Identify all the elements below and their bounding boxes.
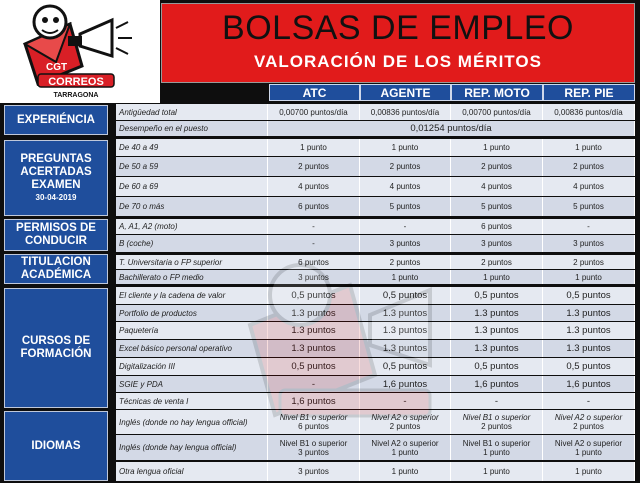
logo-org-text: CGT — [46, 62, 68, 73]
table-row — [116, 121, 635, 136]
table-row — [116, 410, 635, 434]
row-label: De 70 o más — [116, 197, 268, 216]
cell-agente: 0,5 puntos — [360, 287, 451, 304]
column-header-atc: ATC — [269, 84, 360, 101]
row-label: Técnicas de venta I — [116, 393, 268, 409]
cell-agente: 5 puntos — [360, 197, 451, 216]
cell-rep-pie: 5 puntos — [543, 197, 635, 216]
cell-atc: - — [268, 235, 360, 252]
cell-rep-pie: 1.3 puntos — [543, 322, 635, 339]
section-title: IDIOMAS — [31, 439, 81, 452]
cell-rep-moto: 2 puntos — [451, 157, 543, 176]
cell-atc: 1.3 puntos — [268, 322, 360, 339]
mascot-megaphone-icon — [20, 4, 140, 100]
cell-atc: - — [268, 219, 360, 234]
logo-name-text: CORREOS — [48, 76, 104, 88]
cell-agente: 1.3 puntos — [360, 305, 451, 321]
table-row — [116, 435, 635, 460]
cell-rep-moto: 0,00700 puntos/día — [451, 104, 543, 120]
table-row — [116, 305, 635, 321]
cell-rep-pie: - — [543, 219, 635, 234]
cell-atc: 1,6 puntos — [268, 393, 360, 409]
cell-rep-pie: 2 puntos — [543, 157, 635, 176]
row-label: A, A1, A2 (moto) — [116, 219, 268, 234]
cell-atc: 1.3 puntos — [268, 305, 360, 321]
cell-rep-pie — [543, 410, 635, 434]
cell-agente: 2 puntos — [360, 255, 451, 269]
cell-rep-pie: 1.3 puntos — [543, 305, 635, 321]
row-label: B (coche) — [116, 235, 268, 252]
section-title: PERMISOS DE CONDUCIR — [16, 222, 96, 247]
table-row — [116, 157, 635, 176]
points-text: 1 punto — [575, 447, 602, 457]
table-row — [116, 393, 635, 409]
cell-atc: 1.3 puntos — [268, 340, 360, 357]
table-row — [116, 235, 635, 252]
row-label: Portfolio de productos — [116, 305, 268, 321]
row-label: Otra lengua oficial — [116, 462, 268, 481]
cell-agente: 4 puntos — [360, 177, 451, 196]
section-titulacion — [4, 254, 108, 284]
row-label: Desempeño en el puesto — [116, 121, 268, 136]
level-text: Nivel B1 o superior — [462, 413, 531, 422]
cell-rep-pie: 0,5 puntos — [543, 287, 635, 304]
cell-rep-pie: 1,6 puntos — [543, 376, 635, 392]
cell-rep-moto — [451, 435, 543, 460]
cell-atc: 2 puntos — [268, 157, 360, 176]
table-row — [116, 358, 635, 375]
cell-agente: - — [360, 219, 451, 234]
cell-rep-moto: 6 puntos — [451, 219, 543, 234]
cell-rep-pie: 4 puntos — [543, 177, 635, 196]
level-text: Nivel B1 o superior — [279, 413, 348, 422]
points-text: 1 punto — [391, 447, 419, 457]
section-title: TITULACION ACADÉMICA — [20, 256, 92, 281]
cell-rep-moto: 2 puntos — [451, 255, 543, 269]
logo-place-text: TARRAGONA — [53, 92, 99, 99]
column-header-agente: AGENTE — [360, 84, 451, 101]
cell-rep-moto: - — [451, 393, 543, 409]
cell-atc: 1 punto — [268, 139, 360, 156]
table-row — [116, 462, 635, 481]
section-permisos — [4, 219, 108, 251]
cell-agente: 1.3 puntos — [360, 340, 451, 357]
cell-rep-moto: 4 puntos — [451, 177, 543, 196]
column-header-rep-pie: REP. PIE — [543, 84, 635, 101]
points-text: 2 puntos — [481, 422, 512, 431]
row-label: Digitalización III — [116, 358, 268, 375]
cell-rep-moto: 0,5 puntos — [451, 358, 543, 375]
table-row — [116, 177, 635, 196]
row-label: De 50 a 59 — [116, 157, 268, 176]
table-row — [116, 197, 635, 216]
row-label: Bachillerato o FP medio — [116, 270, 268, 284]
exam-date: 30-04-2019 — [35, 193, 77, 202]
points-text: 2 puntos — [389, 422, 421, 431]
level-text: Nivel A2 o superior — [371, 413, 439, 422]
cell-rep-moto — [451, 410, 543, 434]
cell-rep-pie: 0,5 puntos — [543, 358, 635, 375]
cell-rep-pie: 1.3 puntos — [543, 340, 635, 357]
table-row — [116, 255, 635, 269]
cell-rep-moto: 1,6 puntos — [451, 376, 543, 392]
table-row — [116, 104, 635, 120]
level-text: Nivel B1 o superior — [462, 438, 531, 448]
cell-rep-moto: 1 punto — [451, 462, 543, 481]
cell-atc: 4 puntos — [268, 177, 360, 196]
row-label: Excel básico personal operativo — [116, 340, 268, 357]
row-label: Inglés (donde hay lengua official) — [116, 435, 268, 460]
cell-rep-pie: 3 puntos — [543, 235, 635, 252]
cell-agente: 1,6 puntos — [360, 376, 451, 392]
row-label: T. Universitaria o FP superior — [116, 255, 268, 269]
cell-atc — [268, 410, 360, 434]
cell-rep-moto: 1 punto — [451, 270, 543, 284]
section-title: CURSOS DE FORMACIÓN — [20, 335, 92, 360]
cell-rep-moto: 1.3 puntos — [451, 322, 543, 339]
cell-atc: 0,00700 puntos/día — [268, 104, 360, 120]
row-label: SGIE y PDA — [116, 376, 268, 392]
points-text: 6 puntos — [298, 422, 329, 431]
cell-agente: 1 punto — [360, 270, 451, 284]
cell-agente: 3 puntos — [360, 235, 451, 252]
cell-agente — [360, 435, 451, 460]
row-label: De 40 a 49 — [116, 139, 268, 156]
cgt-correos-logo — [0, 0, 160, 103]
row-label: El cliente y la cadena de valor — [116, 287, 268, 304]
row-label: Inglés (donde no hay lengua official) — [116, 410, 268, 434]
cell-rep-moto: 1.3 puntos — [451, 340, 543, 357]
cell-agente — [360, 410, 451, 434]
row-label: De 60 a 69 — [116, 177, 268, 196]
row-label: Paquetería — [116, 322, 268, 339]
cell-atc: 3 puntos — [268, 462, 360, 481]
cell-agente: 1 punto — [360, 462, 451, 481]
section-cursos — [4, 288, 108, 408]
cell-rep-moto: 1 punto — [451, 139, 543, 156]
table-row — [116, 287, 635, 304]
cell-atc — [268, 435, 360, 460]
page-subtitle: VALORACIÓN DE LOS MÉRITOS — [254, 52, 542, 71]
level-text: Nivel A2 o superior — [554, 413, 623, 422]
table-row — [116, 139, 635, 156]
level-text: Nivel A2 o superior — [371, 438, 439, 448]
cell-atc: - — [268, 376, 360, 392]
table-row — [116, 340, 635, 357]
cell-rep-pie: 1 punto — [543, 462, 635, 481]
points-text: 1 punto — [483, 447, 510, 457]
cell-rep-pie: 2 puntos — [543, 255, 635, 269]
cell-rep-pie: 1 punto — [543, 270, 635, 284]
cell-rep-pie — [543, 435, 635, 460]
section-preguntas — [4, 140, 108, 216]
points-text: 2 puntos — [573, 422, 604, 431]
cell-agente: 2 puntos — [360, 157, 451, 176]
section-experiencia — [4, 105, 108, 135]
cell-atc: 0,5 puntos — [268, 358, 360, 375]
level-text: Nivel B1 o superior — [279, 438, 348, 448]
cell-rep-moto: 3 puntos — [451, 235, 543, 252]
cell-rep-moto: 1.3 puntos — [451, 305, 543, 321]
cell-rep-pie: 0,00836 puntos/día — [543, 104, 635, 120]
table-row — [116, 376, 635, 392]
cell-atc: 3 puntos — [268, 270, 360, 284]
page-title: BOLSAS DE EMPLEO — [222, 9, 574, 47]
table-row — [116, 270, 635, 284]
title-banner — [161, 3, 635, 83]
row-label: Antigüedad total — [116, 104, 268, 120]
cell-agente: 1 punto — [360, 139, 451, 156]
cell-atc: 6 puntos — [268, 255, 360, 269]
section-title: PREGUNTAS ACERTADAS EXAMEN — [20, 153, 92, 191]
table-row — [116, 219, 635, 234]
cell-agente: 1.3 puntos — [360, 322, 451, 339]
section-title: EXPERIÉNCIA — [17, 113, 95, 126]
level-text: Nivel A2 o superior — [554, 438, 623, 448]
table-row — [116, 322, 635, 339]
cell-rep-moto: 0,5 puntos — [451, 287, 543, 304]
points-text: 3 puntos — [298, 447, 329, 457]
cell-agente: 0,00836 puntos/día — [360, 104, 451, 120]
cell-rep-pie: - — [543, 393, 635, 409]
cell-rep-moto: 5 puntos — [451, 197, 543, 216]
cell-atc: 0,5 puntos — [268, 287, 360, 304]
cell-rep-pie: 1 punto — [543, 139, 635, 156]
column-header-rep-moto: REP. MOTO — [451, 84, 543, 101]
cell-agente: - — [360, 393, 451, 409]
cell-merged: 0,01254 puntos/día — [268, 121, 635, 136]
cell-atc: 6 puntos — [268, 197, 360, 216]
cell-agente: 0,5 puntos — [360, 358, 451, 375]
section-idiomas — [4, 411, 108, 481]
